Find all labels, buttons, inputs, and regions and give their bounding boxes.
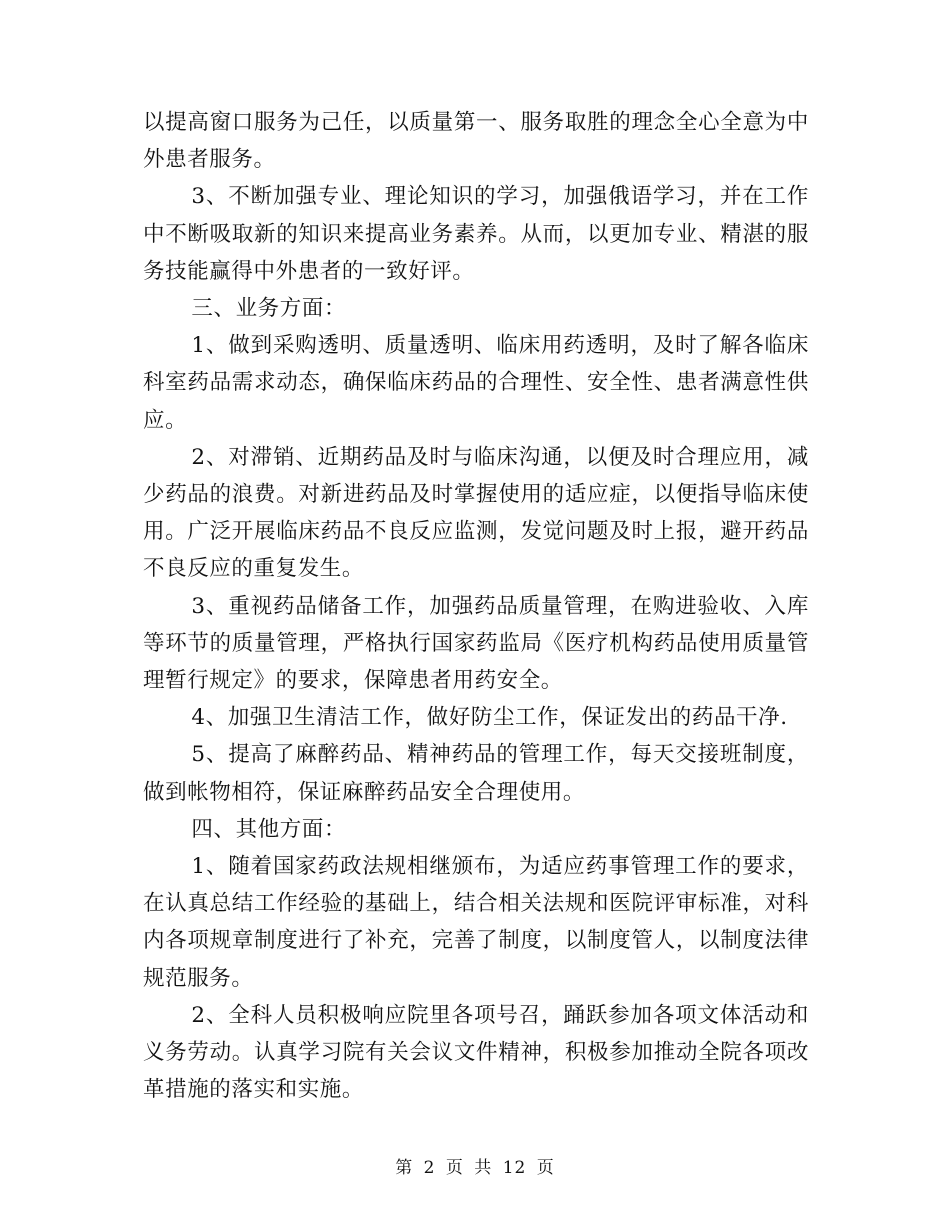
paragraph-10: 1、随着国家药政法规相继颁布，为适应药事管理工作的要求，在认真总结工作经验的基础上，结合相关法规和医院评审标准，对科内各项规章制度进行了补充，完善了制度，以制度管人，以制度法律规范服务。 — [143, 854, 809, 991]
paragraph-2: 3、不断加强专业、理论知识的学习，加强俄语学习，并在工作中不断吸取新的知识来提高业务素养。从而，以更加专业、精湛的服务技能赢得中外患者的一致好评。 — [143, 184, 809, 284]
page-footer: 第 2 页 共 12 页 — [395, 1158, 555, 1178]
paragraph-4: 1、做到采购透明、质量透明、临床用药透明，及时了解各临床科室药品需求动态，确保临床药品的合理性、安全性、患者满意性供应。 — [143, 333, 809, 433]
paragraph-1: 以提高窗口服务为己任，以质量第一、服务取胜的理念全心全意为中外患者服务。 — [143, 110, 809, 173]
paragraph-6: 3、重视药品储备工作，加强药品质量管理，在购进验收、入库等环节的质量管理，严格执行国家药监局《医疗机构药品使用质量管理暂行规定》的要求，保障患者用药安全。 — [143, 593, 809, 694]
paragraph-7: 4、加强卫生清洁工作，做好防尘工作，保证发出的药品干净. — [191, 705, 788, 731]
paragraph-8: 5、提高了麻醉药品、精神药品的管理工作，每天交接班制度，做到帐物相符，保证麻醉药品安全合理使用。 — [143, 742, 809, 805]
paragraph-5: 2、对滞销、近期药品及时与临床沟通，以便及时合理应用，减少药品的浪费。对新进药品及时掌握使用的适应症，以便指导临床使用。广泛开展临床药品不良反应监测，发觉问题及时上报，避开药品不良反应的重复发生。 — [143, 444, 809, 582]
section-heading-3: 三、业务方面： — [191, 296, 347, 322]
section-heading-4: 四、其他方面： — [191, 816, 347, 842]
document-body — [143, 104, 809, 1108]
paragraph-11: 2、全科人员积极响应院里各项号召，踊跃参加各项文体活动和义务劳动。认真学习院有关会议文件精神，积极参加推动全院各项改革措施的落实和实施。 — [143, 1002, 809, 1103]
